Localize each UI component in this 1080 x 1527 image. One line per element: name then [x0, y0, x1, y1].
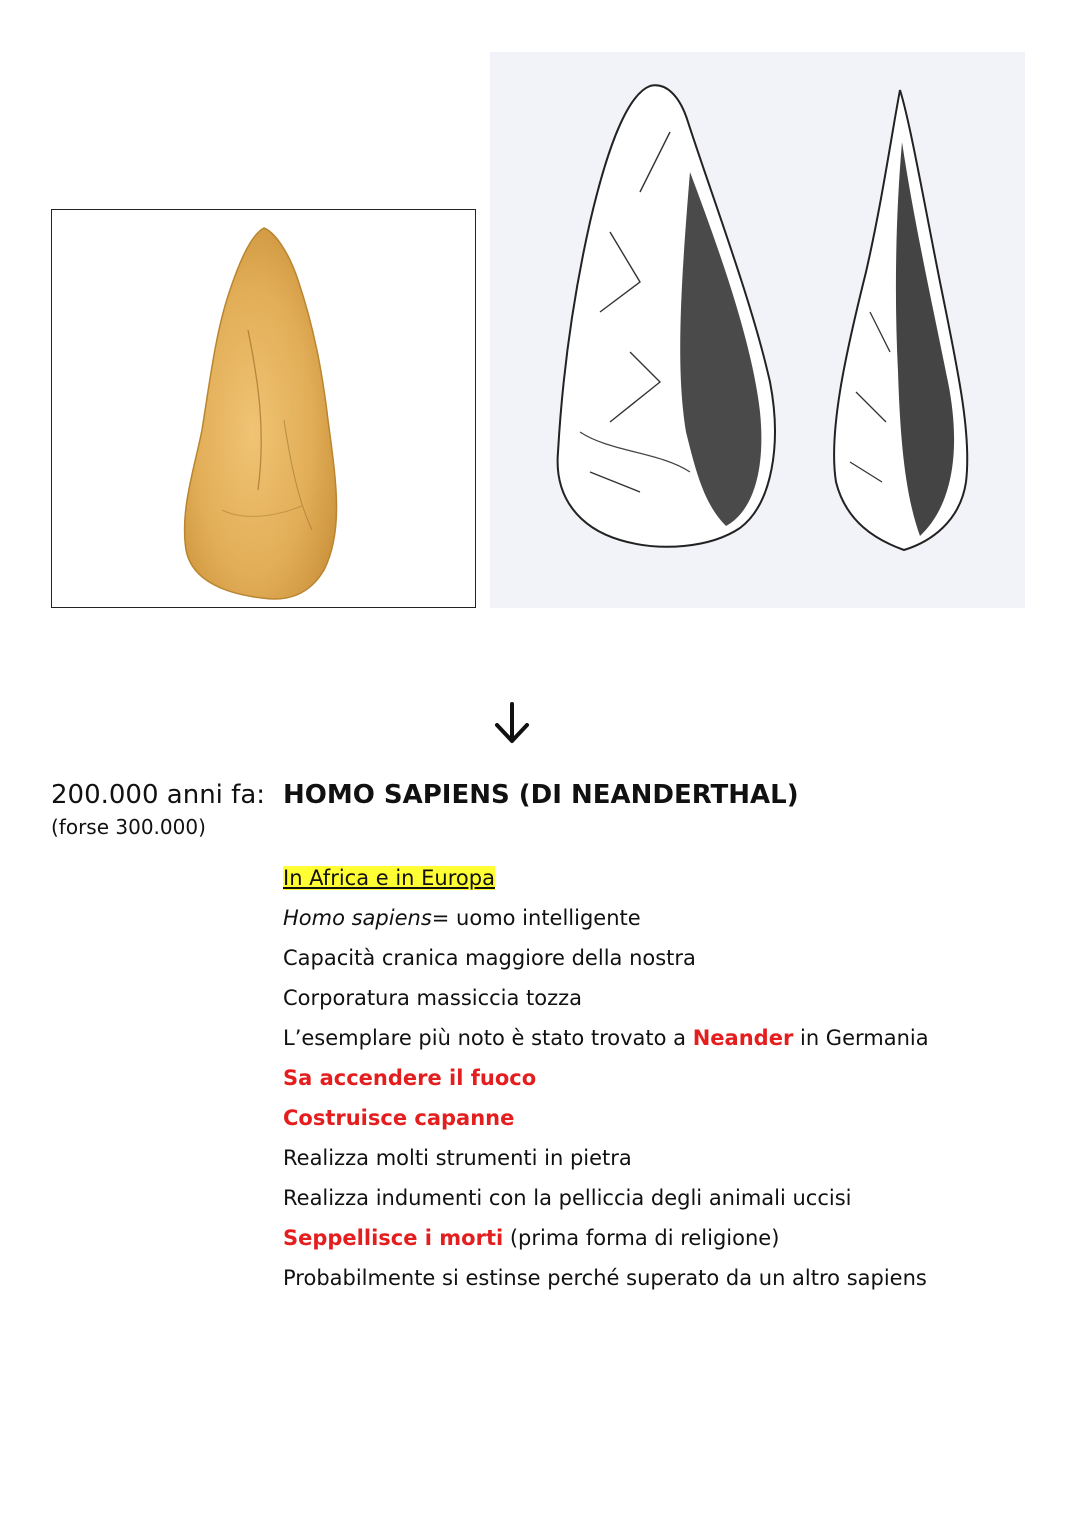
- down-arrow-icon: [492, 700, 532, 746]
- fact-text: Corporatura massiccia tozza: [283, 986, 583, 1010]
- fact-text: Capacità cranica maggiore della nostra: [283, 946, 696, 970]
- fact-text: Realizza molti strumenti in pietra: [283, 1146, 632, 1170]
- era-date: 200.000 anni fa:: [51, 780, 266, 810]
- fact-text: = uomo intelligente: [431, 906, 641, 930]
- fact-red: Sa accendere il fuoco: [283, 1066, 537, 1090]
- fact-red: Neander: [692, 1026, 794, 1050]
- list-item: [283, 1098, 929, 1138]
- list-item: [283, 858, 929, 898]
- list-item: [283, 1018, 929, 1058]
- era-title: HOMO SAPIENS (DI NEANDERTHAL): [283, 780, 799, 810]
- handaxe-photo: [52, 210, 477, 609]
- fact-red: Seppellisce i morti: [283, 1226, 504, 1250]
- fact-text: L’esemplare più noto è stato trovato a: [283, 1026, 693, 1050]
- handaxe-photo-frame: [51, 209, 476, 608]
- fact-italic: Homo sapiens: [283, 906, 432, 930]
- list-item: [283, 1218, 929, 1258]
- handaxe-drawing: [490, 52, 1025, 608]
- list-item: [283, 898, 929, 938]
- list-item: [283, 1178, 929, 1218]
- highlighted-fact: In Africa e in Europa: [283, 866, 495, 890]
- fact-text: (prima forma di religione): [503, 1226, 780, 1250]
- list-item: [283, 1258, 929, 1298]
- fact-text: in Germania: [793, 1026, 929, 1050]
- fact-text: Probabilmente si estinse perché superato da un altro sapiens: [283, 1266, 927, 1290]
- facts-list: [283, 858, 929, 1298]
- fact-red: Costruisce capanne: [283, 1106, 515, 1130]
- list-item: [283, 1058, 929, 1098]
- list-item: [283, 978, 929, 1018]
- list-item: [283, 938, 929, 978]
- fact-text: Realizza indumenti con la pelliccia degli animali uccisi: [283, 1186, 852, 1210]
- list-item: [283, 1138, 929, 1178]
- era-note: (forse 300.000): [51, 815, 206, 839]
